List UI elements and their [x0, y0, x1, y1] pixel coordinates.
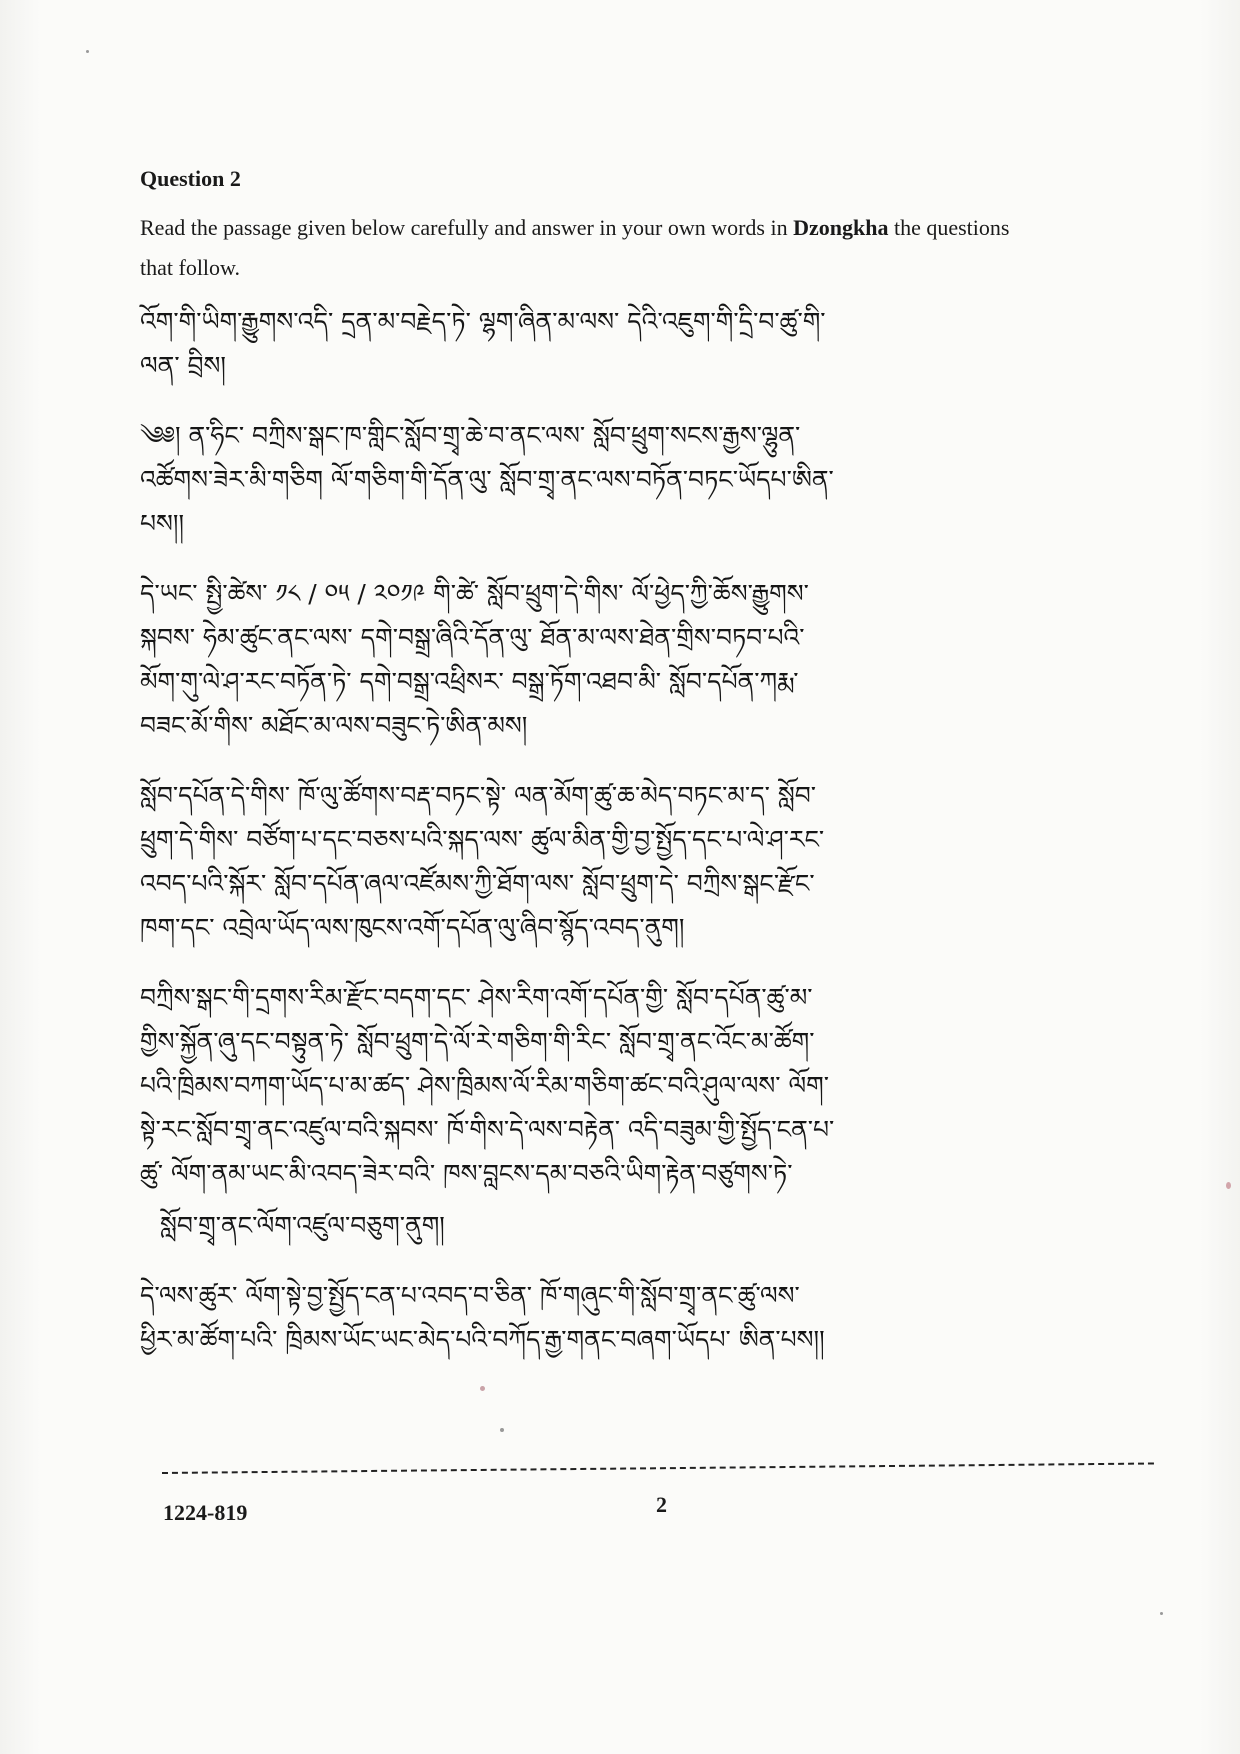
passage-paragraph: དེ་ལས་ཚུར་ ལོག་སྟེ་བྱ་སྤྱོད་ངན་པ་འབད་བ་ཅིན་ ཁོ་གཞུང་གི་སློབ་གྲྭ་ནང་ཚུ་ལས་ ཕྱིར་མ་ཚོག་པའི་ ཁྲིམས་ཡོང་ཡང་མེད་པའི་བཀོད་རྒྱ་གནང་བཞག་ཡོདཔ་ ཨིན་པས།།: [140, 1281, 825, 1354]
scan-speck: [500, 1428, 504, 1432]
passage-paragraph: བཀྲིས་སྒང་གི་དྲགས་རིམ་རྫོང་བདག་དང་ ཤེས་རིག་འགོ་དཔོན་གྱི་ སློབ་དཔོན་ཚུ་མ་གྱིས་སྐྱོན་ཞུ་དང་བསྟུན་ཏེ་ སློབ་ཕྲུག་དེ་ལོ་རེ་གཅིག་གི་རིང་ སློབ་གྲྭ་ནང་འོང་མ་ཚོག་པའི་ཁྲིམས་བཀག་ཡོད་པ་མ་ཚད་ ཤེས་ཁྲིམས་ལོ་རིམ་གཅིག་ཚང་བའི་ཤུལ་ལས་ ལོག་སྟེ་རང་སློབ་གྲྭ་ནང་འཛུལ་བའི་སྐབས་ ཁོ་གིས་དེ་ལས་བརྟེན་ འདི་བཟུམ་གྱི་སྤྱོད་ངན་པ་ཚུ་ ལོག་ནམ་ཡང་མི་འབད་ཟེར་བའི་ ཁས་བླངས་དམ་བཅའི་ཡིག་རྟེན་བཙུགས་ཏེ་: [140, 983, 835, 1188]
passage-paragraph: ༄༅། ན་ཧིང་ བཀྲིས་སྒང་ཁ་གླིང་སློབ་གྲྭ་ཆེ་བ་ནང་ལས་ སློབ་ཕྲུག་སངས་རྒྱས་ལྷུན་འཚོགས་ཟེར་མི་གཅིག ལོ་གཅིག་གི་དོན་ལུ་ སློབ་གྲྭ་ནང་ལས་བཏོན་བཏང་ཡོདཔ་ཨིན་པས།།: [140, 421, 834, 538]
page-number: 2: [656, 1492, 667, 1517]
passage-paragraph: དེ་ཡང་ སྤྱི་ཚེས་ ༡༨ / ༠༥ / ༢༠༡༩ གི་ཚེ་ སློབ་ཕྲུག་དེ་གིས་ ལོ་ཕྱེད་ཀྱི་ཆོས་རྒྱུགས་སྐབས་ ཧེམ་ཚུང་ནང་ལས་ དགེ་བསྒྲ་ཞིའི་དོན་ལུ་ ཐོན་མ་ལས་ཐེན་གྲིས་བཏབ་པའི་ མོག་གུ་ལེ་ཤ་རང་བཏོན་ཏེ་ དགེ་བསྒྲ་འཕྲིསར་ བསྒྲ་ཏོག་འཐབ་མི་ སློབ་དཔོན་ཀརྨ་བཟང་མོ་གིས་ མཐོང་མ་ལས་བཟུང་ཏེ་ཨིན་མས།: [140, 579, 809, 740]
instruction-text-end: the questions that follow.: [140, 215, 1010, 280]
scan-speck: [86, 50, 89, 53]
scan-speck: [480, 1386, 485, 1391]
dzongkha-passage: [140, 300, 840, 1388]
scan-speck: [1160, 1612, 1163, 1615]
instruction-language: Dzongkha: [793, 215, 889, 240]
passage-paragraph: སློབ་དཔོན་དེ་གིས་ ཁོ་ལུ་ཚོགས་བརྡ་བཏང་སྟེ་ ལན་མོག་ཚུ་ཆ་མེད་བཏང་མ་ད་ སློབ་ཕྲུག་དེ་གིས་ བཙོག་པ་དང་བཅས་པའི་སྐད་ལས་ ཚུལ་མིན་གྱི་བྱ་སྤྱོད་དང་པ་ལེ་ཤ་རང་འབད་པའི་སྐོར་ སློབ་དཔོན་ཞལ་འཛོམས་ཀྱི་ཐོག་ལས་ སློབ་ཕྲུག་དེ་ བཀྲིས་སྒང་རྫོང་ཁག་དང་ འབྲེལ་ཡོད་ལས་ཁུངས་འགོ་དཔོན་ལུ་ཞིབ་སྙོད་འབད་ནུག།: [140, 781, 825, 942]
footer-dashed-rule: [162, 1462, 1154, 1474]
scan-speck: [1226, 1182, 1231, 1189]
question-instruction: [140, 208, 1040, 288]
instruction-text-start: Read the passage given below carefully and answer in your own words in: [140, 215, 794, 240]
passage-instruction-paragraph: འོག་གི་ཡིག་རྒྱུགས་འདི་ དྲན་མ་བརྗེད་ཏེ་ ལྷག་ཞིན་མ་ལས་ དེའི་འཇུག་གི་དྲི་བ་ཚུ་གི་ལན་ བྲིས།: [140, 307, 826, 380]
passage-paragraph: སློབ་གྲྭ་ནང་ལོག་འཛུལ་བཅུག་ནུག།: [160, 1211, 445, 1240]
question-title: Question 2: [140, 166, 241, 191]
paper-code: 1224-819: [163, 1500, 248, 1525]
